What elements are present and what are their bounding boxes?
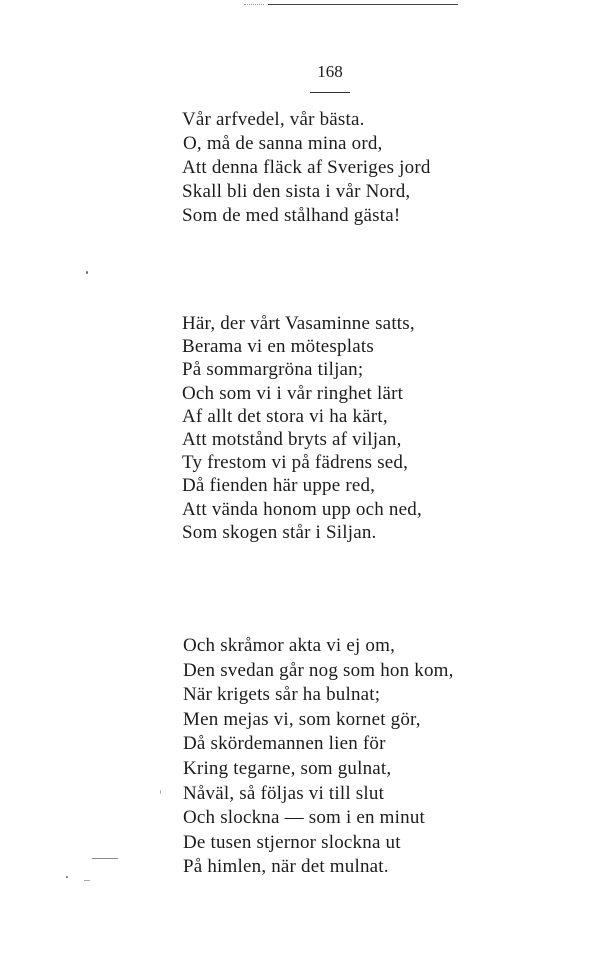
top-edge-mark-faint <box>244 4 264 5</box>
verse-line: De tusen stjernor slockna ut <box>183 831 401 853</box>
verse-line: Ty frestom vi på fädrens sed, <box>182 452 409 474</box>
verse-line: Och skråmor akta vi ej om, <box>183 635 396 656</box>
verse-line: Att motstånd bryts af viljan, <box>182 428 402 450</box>
scan-speck <box>160 790 161 794</box>
verse-line: Som skogen står i Siljan. <box>182 521 377 543</box>
scan-speck <box>66 876 68 878</box>
verse-line: Nåväl, så följas vi till slut <box>183 782 385 804</box>
scan-speck <box>86 271 88 274</box>
verse-line: Då skördemannen lien för <box>183 733 386 755</box>
stanza-2 <box>182 312 422 544</box>
page-number-underline <box>310 92 350 93</box>
verse-line: Kring tegarne, som gulnat, <box>183 757 392 779</box>
verse-line: Här, der vårt Vasaminne satts, <box>182 313 415 334</box>
verse-line: Vår arfvedel, vår bästa. <box>182 109 365 130</box>
page-number: 168 <box>317 62 343 81</box>
top-edge-rule <box>268 4 458 5</box>
stanza-3 <box>183 634 454 880</box>
verse-line: Och slockna — som i en minut <box>183 807 426 829</box>
verse-line: Den svedan går nog som hon kom, <box>183 659 454 681</box>
verse-line: Berama vi en mötesplats <box>182 336 374 358</box>
verse-line: Att vända honom upp och ned, <box>182 498 422 520</box>
scan-speck <box>92 858 118 859</box>
verse-line: O, må de sanna mina ord, <box>183 133 383 154</box>
verse-line: Af allt det stora vi ha kärt, <box>182 405 388 427</box>
verse-line: Men mejas vi, som kornet gör, <box>183 708 421 730</box>
verse-line: På sommargröna tiljan; <box>182 359 364 381</box>
verse-line: Skall bli den sista i vår Nord, <box>182 181 411 202</box>
verse-line: På himlen, när det mulnat. <box>183 856 389 878</box>
verse-line: Att denna fläck af Sveriges jord <box>182 157 431 178</box>
verse-line: Då fienden här uppe red, <box>182 475 376 497</box>
verse-line: Och som vi i vår ringhet lärt <box>182 382 404 404</box>
stanza-1 <box>182 108 431 228</box>
verse-line: När krigets sår ha bulnat; <box>183 684 381 706</box>
scan-speck <box>84 880 90 881</box>
verse-line: Som de med stålhand gästa! <box>182 205 401 226</box>
